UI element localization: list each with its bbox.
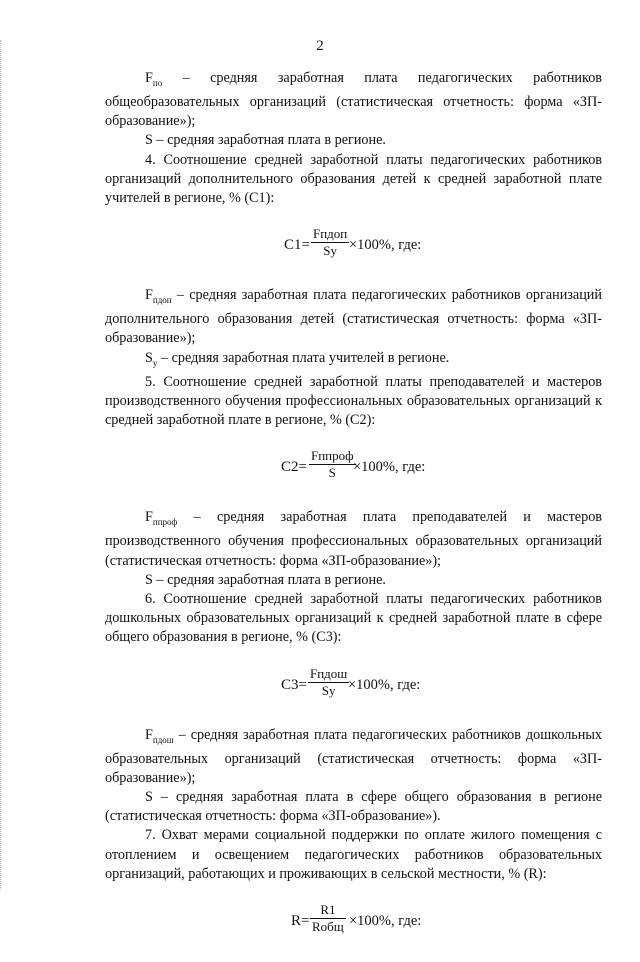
fraction-numerator: R1 — [310, 902, 346, 919]
fraction-denominator: S — [328, 465, 336, 481]
formula — [105, 208, 602, 286]
document-body — [105, 69, 602, 962]
fraction-numerator: Fппроф — [311, 448, 354, 464]
formula-tail: ×100%, где: — [349, 913, 422, 930]
symbol: F — [145, 70, 153, 86]
formula — [105, 884, 602, 962]
paragraph — [105, 788, 602, 826]
symbol: F — [145, 726, 153, 743]
fraction-denominator: Sу — [323, 243, 337, 259]
paragraph — [105, 826, 602, 884]
paragraph-text: 4. Соотношение средней заработной платы педагогических работников организаций дополнительного образования детей к средней заработной плате учителей в регионе, % (С1): — [105, 151, 602, 207]
fraction-denominator: Rобщ — [312, 919, 344, 935]
paragraph-text: S – средняя заработная плата в сфере общего образования в регионе (статистическая отчетность: форма «ЗП-образование»). — [105, 789, 602, 825]
paragraph — [105, 69, 602, 131]
page-number: 2 — [316, 38, 324, 54]
symbol-subscript: пдоп — [152, 295, 172, 306]
binding-margin — [0, 40, 15, 890]
symbol: F — [145, 509, 153, 526]
formula — [105, 430, 602, 508]
formula-lhs: R= — [291, 913, 310, 930]
paragraph-text: – средняя заработная плата педагогических работников дошкольных образовательных организаций (статистическая отчетность: форма «ЗП-образование»); — [105, 726, 602, 786]
paragraph-text: 7. Охват мерами социальной поддержки по оплате жилого помещения с отоплением и освещением педагогических работников образовательных организаций, работающих и проживающих в сельской местности, % (R): — [105, 827, 602, 882]
paragraph — [105, 590, 602, 648]
paragraph — [105, 726, 602, 788]
formula-lhs: С3= — [281, 676, 307, 693]
formula-lhs: С2= — [281, 459, 307, 476]
fraction-numerator: Fпдоп — [313, 226, 348, 242]
fraction — [309, 448, 356, 481]
paragraph — [105, 151, 602, 209]
fraction — [310, 902, 346, 935]
formula-tail: ×100%, где: — [349, 237, 422, 254]
paragraph-text: – средняя заработная плата преподавателей и мастеров производственного обучения профессиональных образовательных организаций (статистическая отчетность: форма «ЗП-образование»); — [105, 509, 602, 569]
formula — [105, 648, 602, 726]
formula-lhs: С1= — [284, 237, 310, 254]
formula-tail: ×100%, где: — [348, 676, 421, 693]
paragraph — [105, 508, 602, 570]
paragraph-text: 5. Соотношение средней заработной платы преподавателей и мастеров производственного обучения профессиональных образовательных организаций к средней заработной плате в регионе, % (С2): — [105, 373, 602, 429]
fraction — [308, 666, 349, 699]
symbol: S — [145, 349, 153, 366]
symbol-subscript: ппроф — [152, 517, 178, 528]
paragraph — [105, 373, 602, 431]
symbol-subscript: у — [152, 357, 158, 368]
fraction-denominator: Sу — [321, 682, 336, 698]
paragraph-text: – средняя заработная плата педагогических работников организаций дополнительного образования детей (статистическая отчетность: форма «ЗП-образование»); — [105, 287, 602, 347]
paragraph-text: – средняя заработная плата педагогических работников общеобразовательных организаций (статистическая отчетность: форма «ЗП-образование»); — [105, 70, 602, 130]
symbol-subscript: пдош — [152, 734, 174, 745]
paragraph — [105, 131, 602, 150]
symbol-subscript: по — [152, 77, 163, 88]
paragraph-text: S – средняя заработная плата в регионе. — [145, 571, 386, 588]
paragraph — [105, 349, 602, 373]
fraction-numerator: Fпдош — [310, 665, 348, 681]
paragraph-text: – средняя заработная плата учителей в регионе. — [157, 349, 450, 366]
paragraph-text: S – средняя заработная плата в регионе. — [145, 132, 386, 149]
symbol: F — [145, 287, 153, 304]
paragraph — [105, 571, 602, 590]
formula-tail: ×100%, где: — [353, 459, 426, 476]
paragraph — [105, 286, 602, 348]
paragraph-text: 6. Соотношение средней заработной платы педагогических работников дошкольных образовательных организаций к средней заработной плате в сфере общего образования в регионе, % (С3): — [105, 590, 602, 646]
fraction — [311, 226, 349, 259]
